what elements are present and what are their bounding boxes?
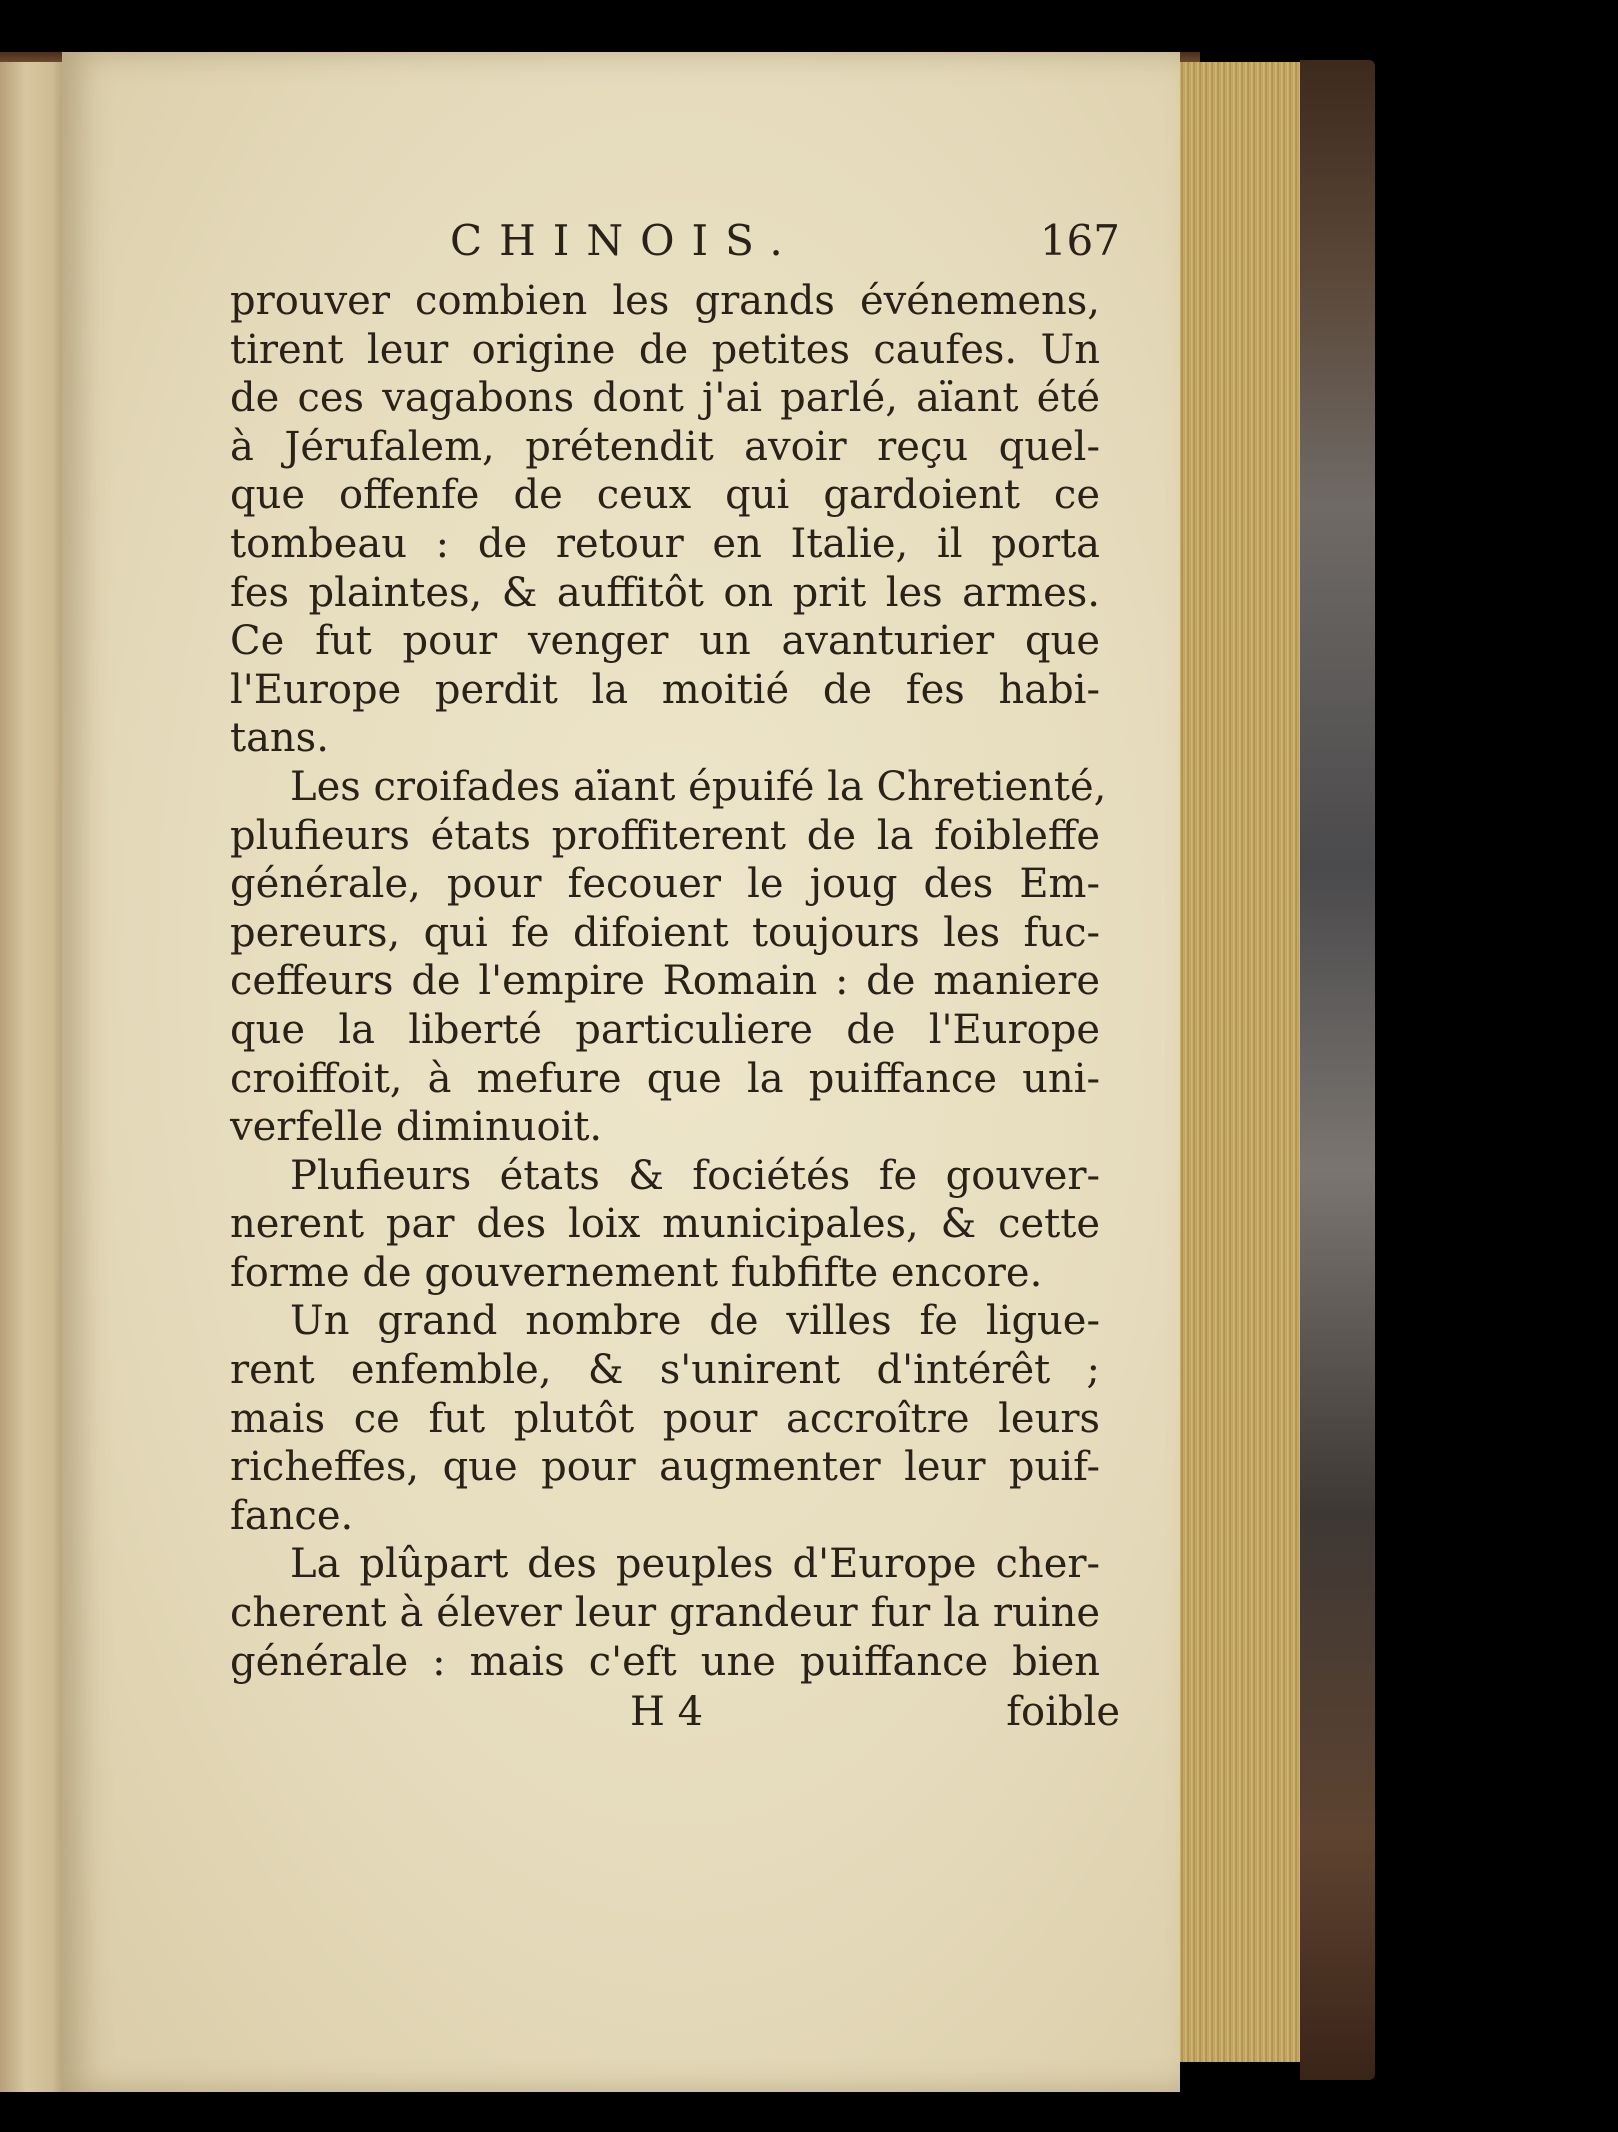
page-footer [230,1688,1120,1742]
catchword: foible [1006,1689,1120,1736]
body-text [230,277,1107,1686]
text-line: fance. [230,1492,354,1539]
text-line: rent enfemble, & s'unirent d'intérêt ; [230,1347,1100,1394]
text-line: mais ce fut plutôt pour accroître leurs [230,1395,1100,1442]
text-line: verfelle diminuoit. [230,1104,603,1151]
text-line: ceffeurs de l'empire Romain : de maniere [230,958,1100,1005]
text-line: que offenfe de ceux qui gardoient ce [230,472,1100,519]
text-line: La plûpart des peuples d'Europe cher- [290,1541,1100,1588]
text-line: forme de gouvernement fubfifte encore. [230,1249,1043,1296]
text-line: à Jérufalem, prétendit avoir reçu quel- [230,423,1100,470]
signature-mark: H 4 [630,1689,704,1736]
page-number: 167 [1039,216,1120,265]
running-title: CHINOIS. [450,216,800,265]
running-head [230,215,1120,275]
text-line: Les croifades aïant épuifé la Chretienté, [290,763,1107,810]
text-line: pereurs, qui fe difoient toujours les fuc- [230,909,1100,956]
text-line: plufieurs états proffiterent de la foibleffe [230,812,1100,859]
text-line: tombeau : de retour en Italie, il porta [230,520,1100,567]
text-line: fes plaintes, & auffitôt on prit les armes. [230,569,1100,616]
marbled-cover-board [1300,60,1375,2080]
text-line: tans. [230,715,329,762]
text-line: que la liberté particuliere de l'Europe [230,1006,1100,1053]
text-line: Un grand nombre de villes fe ligue- [290,1298,1100,1345]
text-line: de ces vagabons dont j'ai parlé, aïant été [230,375,1100,422]
text-line: Ce fut pour venger un avanturier que [230,618,1100,665]
text-line: nerent par des loix municipales, & cette [230,1201,1100,1248]
text-line: prouver combien les grands événemens, [230,278,1100,324]
text-line: cherent à élever leur grandeur fur la ruine [230,1590,1100,1637]
text-line: Plufieurs états & fociétés fe gouver- [290,1152,1100,1199]
text-line: richeffes, que pour augmenter leur puif- [230,1444,1100,1491]
page-block-edge [1178,62,1308,2062]
text-line: générale, pour fecouer le joug des Em- [230,861,1100,908]
text-line: tirent leur origine de petites caufes. Un [230,326,1100,373]
page-text-block [230,215,1120,1742]
text-line: croiffoit, à mefure que la puiffance uni- [230,1055,1100,1102]
text-line: l'Europe perdit la moitié de fes habi- [230,666,1100,713]
text-line: générale : mais c'eft une puiffance bien [230,1638,1100,1685]
